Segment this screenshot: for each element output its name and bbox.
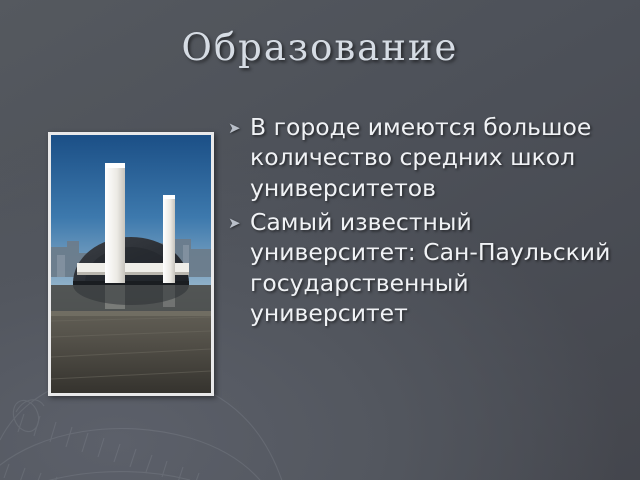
modern-building-photo (51, 135, 211, 393)
bullet-text: Самый известный университет: Сан-Паульский государственный университет (250, 207, 611, 327)
page-title: Образование (181, 26, 459, 69)
bullet-arrow-icon: ➤ (228, 119, 241, 137)
bullet-arrow-icon: ➤ (228, 213, 241, 232)
slide-image-frame (48, 132, 214, 396)
list-item (228, 112, 620, 203)
bullet-list (228, 112, 620, 332)
bullet-text: В городе имеются большое количество средних школ университетов (250, 113, 592, 202)
list-item (228, 207, 620, 328)
